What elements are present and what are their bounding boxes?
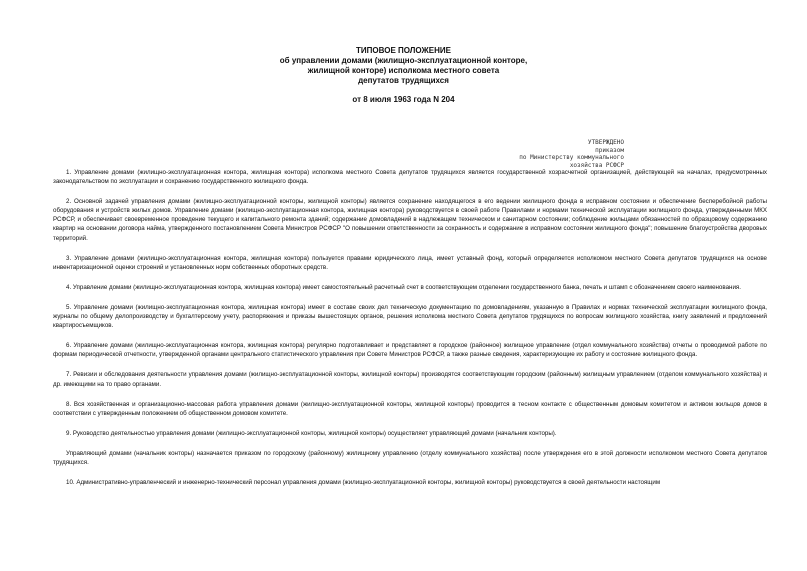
approval-stamp xyxy=(470,139,624,169)
paragraph-5: 5. Управление домами (жилищно-эксплуатационная контора, жилищная контора) имеет в составе своих дел техническую документацию по домовладениям, указанную в Правилах и нормах технической эксплуатации жилищного фонда, журналы по общему делопроизводству и бухгалтерскому учету, распоряжения и приказы вышестоящих органов, решения исполкома местного Совета депутатов трудящихся по вопросам жилищного хозяйства, книгу заявлений и предложений квартиросъемщиков. xyxy=(53,303,767,330)
paragraph-9-continued: Управляющий домами (начальник конторы) назначается приказом по городскому (районному) жилищному управлению (отделу коммунального хозяйства) после утверждения его в этой должности исполкомом местного Совета депутатов трудящихся. xyxy=(53,449,767,466)
paragraph-1: 1. Управление домами (жилищно-эксплуатационная контора, жилищная контора) исполкома местного Совета депутатов трудящихся является государственной хозрасчетной организацией, действующей на началах, предусмотренных законодательством по эксплуатации и сохранению государственного жилищного фонда. xyxy=(53,169,767,186)
document-date: от 8 июля 1963 года N 204 xyxy=(352,95,455,104)
paragraph-7: 7. Ревизии и обследования деятельности управления домами (жилищно-эксплуатационной конторы, жилищной конторы) производятся соответствующим городским (районным) жилищным управлением (отделом коммунального хозяйства) и др. имеющими на то право органами. xyxy=(53,371,767,388)
approval-line-2: приказом xyxy=(595,146,624,154)
paragraph-10: 10. Административно-управленческий и инженерно-технический персонал управления домами (жилищно-эксплуатационной конторы, жилищной конторы) руководствуется в своей деятельности настоящим xyxy=(66,479,661,487)
paragraph-6: 6. Управление домами (жилищно-эксплуатационная контора, жилищная контора) регулярно подготавливает и представляет в городское (районное) жилищное управление (отдел коммунального хозяйства) отчеты о проводимой работе по формам периодической отчетности, утвержденной органами центрального статистического управления при Совете Министров РСФСР, а также разные сведения, характеризующие их работу и состояние жилищного фонда. xyxy=(53,342,767,359)
approval-line-1: УТВЕРЖДЕНО xyxy=(587,139,624,146)
approval-line-4: хозяйства РСФСР xyxy=(569,161,624,169)
document-body xyxy=(53,168,767,498)
title-line-3: жилищной конторе) исполкома местного совета xyxy=(307,66,500,75)
title-line-1: ТИПОВОЕ ПОЛОЖЕНИЕ xyxy=(356,46,451,55)
paragraph-3: 3. Управление домами (жилищно-эксплуатационная контора, жилищная контора) пользуется правами юридического лица, имеет уставный фонд, который определяется исполкомом местного Совета депутатов трудящихся на основе инвентаризационной оценки строений и установленных норм собственных оборотных средств. xyxy=(53,254,767,271)
approval-line-3: по Министерству коммунального xyxy=(519,154,624,162)
title-line-2: об управлении домами (жилищно-эксплуатационной конторе, xyxy=(279,56,528,65)
title-line-4: депутатов трудящихся xyxy=(358,76,449,85)
paragraph-9: 9. Руководство деятельностью управления домами (жилищно-эксплуатационной конторы, жилищной конторы) осуществляет управляющий домами (начальник конторы). xyxy=(66,429,557,437)
paragraph-4: 4. Управление домами (жилищно-эксплуатационная контора, жилищная контора) имеет самостоятельный расчетный счет в соответствующем отделении государственного банка, печать и штамп с обозначением своего наименования. xyxy=(66,283,741,291)
paragraph-8: 8. Вся хозяйственная и организационно-массовая работа управления домами (жилищно-эксплуатационной конторы, жилищной конторы) проводится в тесном контакте с общественным домовым комитетом и активом жильцов домов в соответствии с утвержденным положением об общественном домовом комитете. xyxy=(53,400,767,417)
paragraph-2: 2. Основной задачей управления домами (жилищно-эксплуатационной конторы, жилищной конторы) является сохранение находящегося в его ведении жилищного фонда в исправном состоянии и обеспечение бесперебойной работы оборудования и устройств жилых домов. Управление домами (жилищно-эксплуатационная контора, жилищная контора) руководствуется в своей работе Правилами и нормами технической эксплуатации жилищного фонда, утвержденными МКХ РСФСР, и обеспечивает своевременное проведение текущего и капитального ремонта зданий; содержание домовладений в надлежащем техническом и санитарном состоянии; соблюдение жильцами обязанностей по образцовому содержанию квартир на основании договора найма, утвержденного постановлением Совета Министров РСФСР "О повышении ответственности за сохранность и содержание в исправном состоянии жилищного фонда"; повышение благоустройства дворовых территорий. xyxy=(53,198,767,242)
document-title xyxy=(0,46,807,105)
